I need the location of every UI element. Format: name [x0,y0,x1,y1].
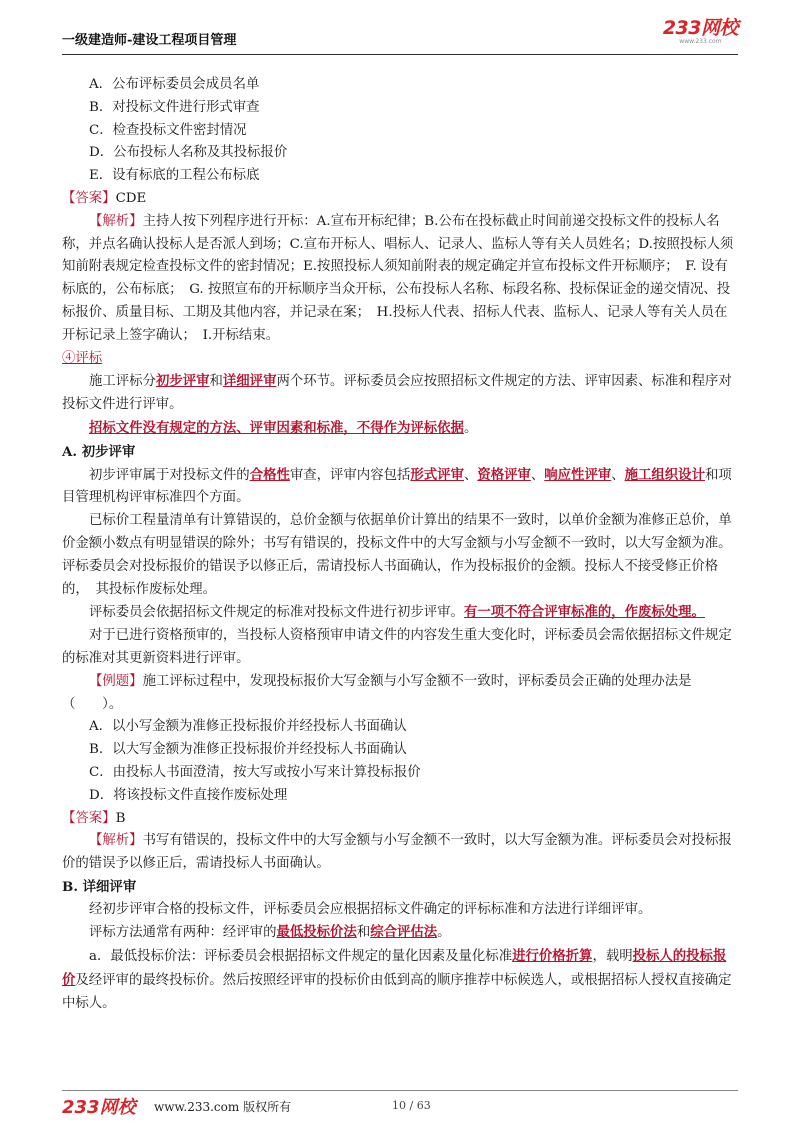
answer-line [62,188,738,211]
example-question [62,671,738,717]
answer-line-2 [62,808,738,831]
text-run: 、 [530,467,545,483]
text-run: 、 [611,467,625,483]
text-run: 及经评审的最终投标价。然后按照经评审的投标价由低到高的顺序推荐中标候选人，或根据招标人授权直接确定中标人。 [62,973,732,1011]
text-run: 。 [463,420,478,436]
highlight-form-review: 形式评审 [410,466,464,483]
highlight-rule: 招标文件没有规定的方法、评审因素和标准，不得作为评标依据 [89,419,464,436]
highlight-comprehensive-method: 综合评估法 [370,924,438,941]
section-title-preliminary: A. 初步评审 [62,443,136,460]
section-title-detailed: B. 详细评审 [62,878,137,895]
text-run: 、 [463,467,478,483]
answer-label: 【答案】 [62,810,116,826]
answer-value: CDE [115,190,147,206]
example-option-d: D．将该投标文件直接作废标处理 [89,787,288,803]
analysis-text: 书写有错误的，投标文件中的大写金额与小写金额不一致时，以大写金额为准。评标委员会对投标报价的错误予以修正后，需请投标人书面确认。 [62,833,732,872]
highlight-responsiveness-review: 响应性评审 [544,466,612,483]
answer-label: 【答案】 [62,190,116,206]
option-c: C．检查投标文件密封情况 [89,122,247,138]
analysis-paragraph [62,211,738,348]
evaluation-intro [62,370,738,417]
text-run: 和 [356,925,371,941]
highlight-preliminary-review: 初步评审 [155,373,210,390]
option-e: E．设有标底的工程公布标底 [89,168,260,184]
evaluation-methods [62,921,738,945]
text-run: 初步评审属于对投标文件的 [89,467,250,483]
page-header [62,18,738,55]
option-a: A．公布评标委员会成员名单 [89,77,260,92]
calculation-error-paragraph: 已标价工程量清单有计算错误的，总价金额与依据单价计算出的结果不一致时，以单价金额为准修正总价，单价金额小数点有明显错误的除外；书写有错误的，投标文件中的大写金额与小写金额不一致时，以大写金额为准。评标委员会对投标报价的错误予以修正后，需请投标人书面确认，作为投标报价的金额。投标人不接受修正价格的， 其投标作废标处理。 [62,513,732,597]
highlight-eligibility-review: 资格评审 [477,466,531,483]
highlight-lowest-price-method: 最低投标价法 [276,924,357,941]
highlight-qualification: 合格性 [249,466,290,483]
preliminary-rule-paragraph [62,601,738,625]
highlight-detailed-review: 详细评审 [222,373,277,390]
analysis-paragraph-2 [62,830,738,876]
evaluation-rule [62,417,738,441]
text-run: 。 [437,925,451,941]
preliminary-intro [62,464,738,511]
page-footer [62,1090,738,1121]
brand-logo[interactable] [663,18,738,45]
text-run: 和 [209,374,223,390]
logo-url: www.233.com [679,38,722,45]
analysis-label: 【解析】 [89,213,143,229]
example-option-c: C．由投标人书面澄清，按大写或按小写来计算投标报价 [89,764,421,780]
document-title: 一级建造师-建设工程项目管理 [62,33,237,48]
text-run: 施工评标分 [89,374,156,390]
highlight-price-conversion: 进行价格折算 [512,948,593,965]
text-run: a．最低投标价法：评标委员会根据招标文件规定的量化因素及量化标准 [89,949,513,965]
example-label: 【例题】 [89,673,143,689]
analysis-text: 主持人按下列程序进行开标：A.宣布开标纪律；B.公布在投标截止时间前递交投标文件的投标人名称，并点名确认投标人是否派人到场；C.宣布开标人、唱标人、记录人、监标人等有关人员姓名；D.按照投标人须知前附表规定检查投标文件的密封情况；E.按照投标人须知前附表的规定确定并宣布投标文件开标顺序； F. 设有标底的，公布标底； G. 按照宣布的开标顺序当众开标，公布投标人名称、标段名称、投标保证金的递交情况、投标报价、质量目标、工期及其他内容，并记录在案； H.投标人代表、招标人代表、监标人、记录人等有关人员在开标记录上签字确认； I.开标结束。 [62,213,734,343]
highlight-bid-price: 投标人的投标报价 [62,948,727,989]
text-run: ，载明 [592,949,633,965]
highlight-construction-design: 施工组织设计 [624,466,705,483]
section-title-evaluation: ④评标 [62,350,103,366]
example-question-text: 施工评标过程中，发现投标报价大写金额与小写金额不一致时，评标委员会正确的处理办法是（ ）。 [62,673,692,712]
highlight-invalid-bid: 有一项不符合评审标准的，作废标处理。 [463,604,705,621]
text-run: 两个环节。评标委员会应按照招标文件规定的方法、评审因素、标准和程序对投标文件进行评审。 [62,374,732,413]
text-run: 和项目管理机构评审标准四个方面。 [62,467,732,506]
option-d: D．公布投标人名称及其投标报价 [89,145,288,161]
document-body [62,74,738,1016]
example-option-a: A．以小写金额为准修正投标报价并经投标人书面确认 [89,719,407,735]
page-number: 10 / 63 [392,1099,431,1112]
footer-logo[interactable]: 233网校 [62,1097,136,1118]
option-b: B．对投标文件进行形式审查 [89,99,260,115]
prequalification-paragraph: 对于已进行资格预审的，当投标人资格预审申请文件的内容发生重大变化时，评标委员会需依据招标文件规定的标准对其更新资料进行评审。 [62,628,732,666]
text-run: 评标委员会依据招标文件规定的标准对投标文件进行初步评审。 [89,605,464,621]
text-run: 评标方法通常有两种：经评审的 [89,925,277,941]
example-option-b: B．以大写金额为准修正投标报价并经投标人书面确认 [89,742,407,758]
footer-copyright: www.233.com 版权所有 [154,1100,292,1114]
logo-text: 233网校 [662,17,738,39]
lowest-price-paragraph [62,945,738,1015]
analysis-label: 【解析】 [89,833,143,849]
answer-value: B [115,810,126,826]
text-run: 审查，评审内容包括 [289,467,411,483]
detailed-intro: 经初步评审合格的投标文件，评标委员会应根据招标文件确定的评标标准和方法进行详细评审。 [89,901,652,917]
